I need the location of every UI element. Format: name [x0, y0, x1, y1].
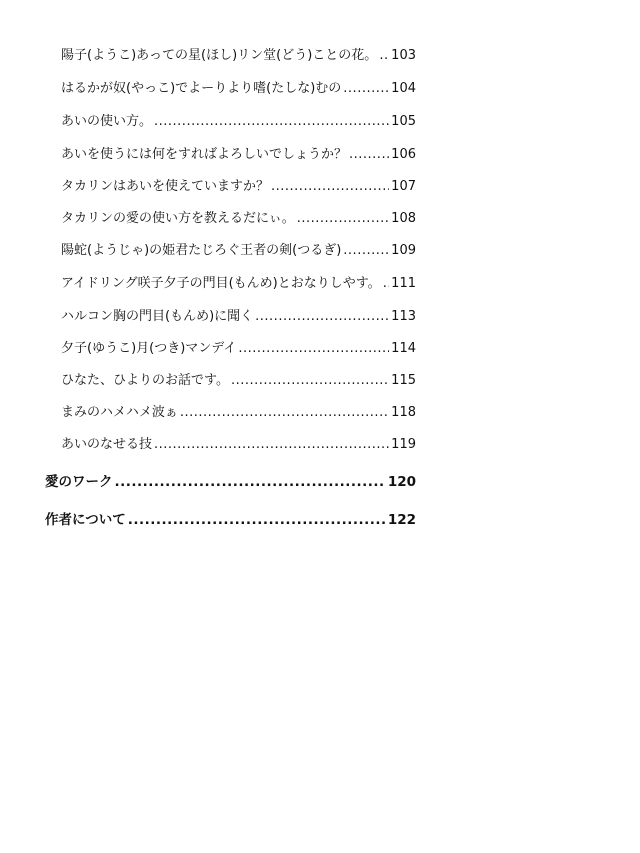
- toc-entry-title: 陽蛇(ようじゃ)の姫君たじろぐ王者の剣(つるぎ): [61, 243, 342, 258]
- dot-leader: [271, 179, 389, 194]
- toc-entry-page: 107: [391, 179, 416, 194]
- toc-entry-page: 109: [391, 243, 416, 258]
- toc-entry-title: アイドリング咲子夕子の門目(もんめ)とおなりしやす。: [61, 276, 381, 291]
- toc-entry-page: 104: [391, 81, 416, 96]
- toc-entry-title: タカリンの愛の使い方を教えるだにぃ。: [61, 211, 295, 226]
- toc-entry-title: タカリンはあいを使えていますか？: [61, 179, 270, 194]
- dot-leader: [231, 373, 389, 388]
- toc-entry[interactable]: [61, 305, 416, 324]
- toc-entry[interactable]: [61, 401, 416, 420]
- dot-leader: [128, 512, 386, 528]
- toc-entry[interactable]: [61, 175, 416, 194]
- dot-leader: [238, 341, 389, 356]
- toc-entry-title: あいの使い方。: [61, 114, 153, 129]
- toc-entry-title: まみのハメハメ波ぁ: [61, 405, 178, 420]
- toc-section-entry[interactable]: [45, 470, 416, 490]
- toc-entry[interactable]: [61, 369, 416, 388]
- dot-leader: [349, 147, 389, 162]
- toc-entry-page: 115: [391, 373, 416, 388]
- dot-leader: [383, 276, 389, 291]
- toc-entry-title: ハルコン胸の門目(もんめ)に聞く: [61, 309, 254, 324]
- toc-entry-page: 114: [391, 341, 416, 356]
- dot-leader: [297, 211, 389, 226]
- toc-entry-title: あいを使うには何をすればよろしいでしょうか？: [61, 147, 348, 162]
- toc-entry[interactable]: [61, 110, 416, 129]
- toc-entry-page: 119: [391, 437, 416, 452]
- toc-entry[interactable]: [61, 44, 416, 63]
- toc-entry[interactable]: [61, 239, 416, 258]
- toc-entry-title: ひなた、ひよりのお話です。: [61, 373, 229, 388]
- toc-entry-title: 陽子(ようこ)あっての星(ほし)リン堂(どう)ことの花。: [61, 48, 378, 63]
- toc-entry-title: 夕子(ゆうこ)月(つき)マンデイ: [61, 341, 237, 356]
- toc-entry-page: 105: [391, 114, 416, 129]
- toc-section-entry[interactable]: [45, 508, 416, 528]
- toc-section-title: 愛のワーク: [45, 474, 113, 490]
- dot-leader: [154, 437, 389, 452]
- toc-entry-page: 118: [391, 405, 416, 420]
- toc-entry[interactable]: [61, 272, 416, 291]
- dot-leader: [115, 474, 386, 490]
- dot-leader: [379, 48, 389, 63]
- toc-entry-page: 106: [391, 147, 416, 162]
- toc-entry-title: あいのなせる技: [61, 437, 153, 452]
- toc-section-title: 作者について: [45, 512, 126, 528]
- toc-entry-page: 108: [391, 211, 416, 226]
- toc-entry-title: はるかが奴(やっこ)でよーりより嗜(たしな)むの: [61, 81, 342, 96]
- toc-entry[interactable]: [61, 143, 416, 162]
- dot-leader: [180, 405, 389, 420]
- dot-leader: [154, 114, 389, 129]
- dot-leader: [255, 309, 389, 324]
- toc-entry-page: 113: [391, 309, 416, 324]
- toc-section-page: 122: [387, 512, 416, 528]
- toc-section-page: 120: [387, 474, 416, 490]
- toc-entry[interactable]: [61, 77, 416, 96]
- dot-leader: [343, 243, 389, 258]
- toc-entry-page: 103: [391, 48, 416, 63]
- toc-entry[interactable]: [61, 207, 416, 226]
- dot-leader: [343, 81, 389, 96]
- toc-entry[interactable]: [61, 433, 416, 452]
- toc-entry-page: 111: [391, 276, 416, 291]
- toc-entry[interactable]: [61, 337, 416, 356]
